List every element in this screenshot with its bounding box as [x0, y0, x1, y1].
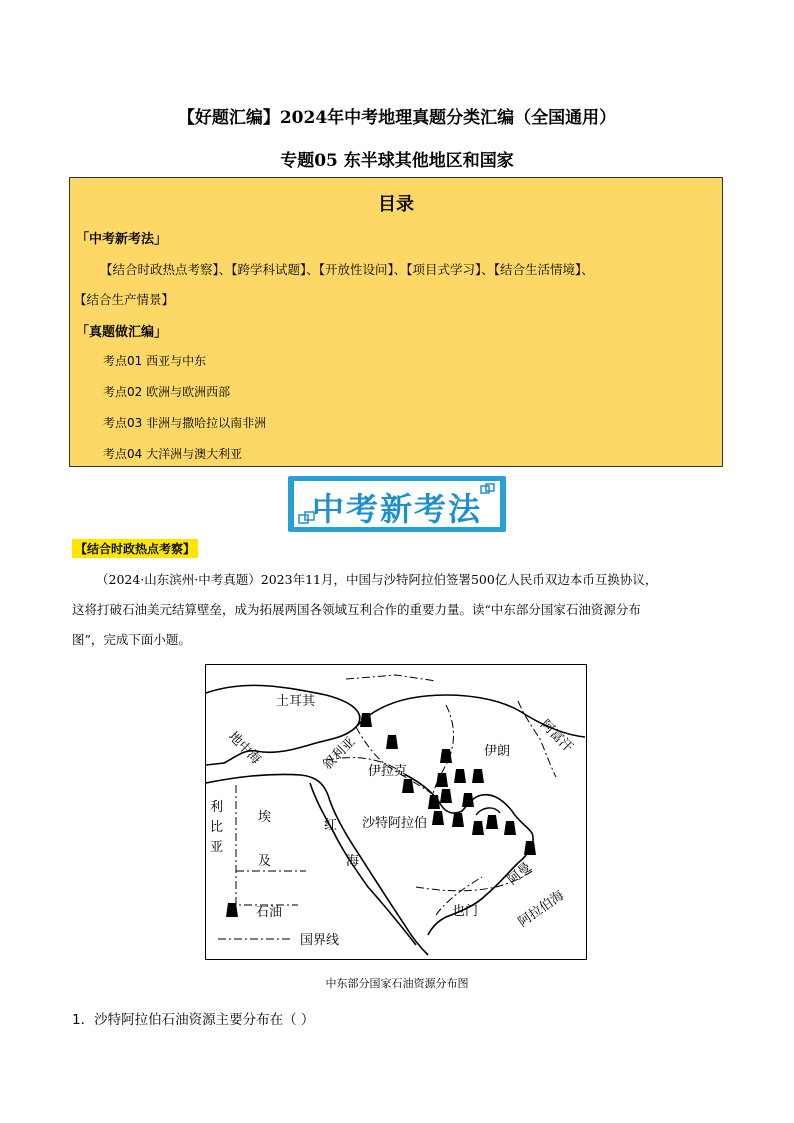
label-oman: 阿曼: [504, 859, 535, 889]
toc-section1-line1[interactable]: 【结合时政热点考察】、【跨学科试题】、【开放性设问】、【项目式学习】、【结合生活情境】、: [100, 262, 594, 277]
toc-title: 目录: [378, 194, 414, 215]
label-turkey: 土耳其: [276, 694, 316, 709]
label-iraq: 伊拉克: [368, 764, 408, 779]
oil-marker-10: [428, 795, 440, 809]
toc-section-real-questions[interactable]: 「真题做汇编」: [76, 325, 168, 340]
label-libya-3: 亚: [210, 840, 224, 855]
map-drawing: [206, 665, 585, 958]
oil-marker-6: [436, 773, 448, 787]
label-yemen: 也门: [452, 904, 479, 919]
table-of-contents: [69, 177, 723, 467]
oil-marker-11: [432, 811, 444, 825]
label-arabian-sea: 阿拉伯海: [515, 888, 567, 931]
label-saudi: 沙特阿拉伯: [362, 816, 428, 831]
oil-marker-13: [472, 821, 484, 835]
toc-item-3[interactable]: 考点03 非洲与撒哈拉以南非洲: [103, 416, 267, 430]
oil-marker-2: [386, 735, 398, 749]
label-syria: 叙利亚: [320, 734, 359, 773]
oil-marker-14: [486, 815, 498, 829]
intro-line-3: 图”，完成下面小题。: [72, 632, 191, 647]
oil-marker-9: [402, 779, 414, 793]
intro-line-1: （2024·山东滨州·中考真题）2023年11月，中国与沙特阿拉伯签署500亿人民币双边本币互换协议，: [96, 572, 658, 587]
label-libya-1: 利: [210, 800, 224, 815]
document-subtitle: 专题05 东半球其他地区和国家: [280, 151, 514, 171]
middle-east-oil-map: [205, 664, 587, 960]
question-type-tag: 【结合时政热点考察】: [72, 539, 198, 558]
toc-item-1[interactable]: 考点01 西亚与中东: [103, 354, 207, 368]
label-afghanistan: 阿富汗: [537, 717, 576, 756]
oil-marker-7: [440, 789, 452, 803]
legend-oil-label: 石油: [256, 905, 283, 920]
map-caption: 中东部分国家石油资源分布图: [325, 977, 469, 990]
oil-marker-3: [440, 749, 452, 763]
question-1: 1．沙特阿拉伯石油资源主要分布在（ ）: [72, 1012, 315, 1028]
intro-line-2: 这将打破石油美元结算壁垒，成为拓展两国各领域互利合作的重要力量。读“中东部分国家石油资源分布: [72, 602, 641, 617]
legend-oil-icon: [226, 903, 238, 917]
label-egypt-1: 埃: [258, 810, 272, 825]
oil-marker-15: [504, 821, 516, 835]
label-iran: 伊朗: [484, 744, 511, 759]
toc-section-new-methods[interactable]: 「中考新考法」: [76, 232, 168, 247]
toc-section1-line2[interactable]: 【结合生产情景】: [74, 292, 175, 307]
label-egypt-2: 及: [258, 854, 272, 869]
section-badge: [288, 476, 506, 532]
oil-marker-8: [462, 793, 474, 807]
toc-item-4[interactable]: 考点04 大洋洲与澳大利亚: [103, 447, 243, 461]
label-redsea-1: 红: [324, 818, 338, 833]
label-libya-2: 比: [210, 820, 224, 835]
oil-marker-16: [524, 841, 536, 855]
oil-marker-12: [452, 813, 464, 827]
oil-marker-1: [360, 713, 372, 727]
legend-border-label: 国界线: [300, 933, 340, 948]
badge-text: 中考新考法: [311, 490, 482, 528]
label-mediterranean: 地中海: [225, 729, 264, 768]
document-title: 【好题汇编】2024年中考地理真题分类汇编（全国通用）: [177, 108, 617, 128]
badge-decoration-icon-2: [480, 483, 498, 495]
label-redsea-2: 海: [346, 854, 360, 869]
badge-decoration-icon: [298, 511, 318, 525]
oil-marker-5: [472, 769, 484, 783]
toc-item-2[interactable]: 考点02 欧洲与欧洲西部: [103, 385, 231, 399]
oil-marker-4: [454, 769, 466, 783]
